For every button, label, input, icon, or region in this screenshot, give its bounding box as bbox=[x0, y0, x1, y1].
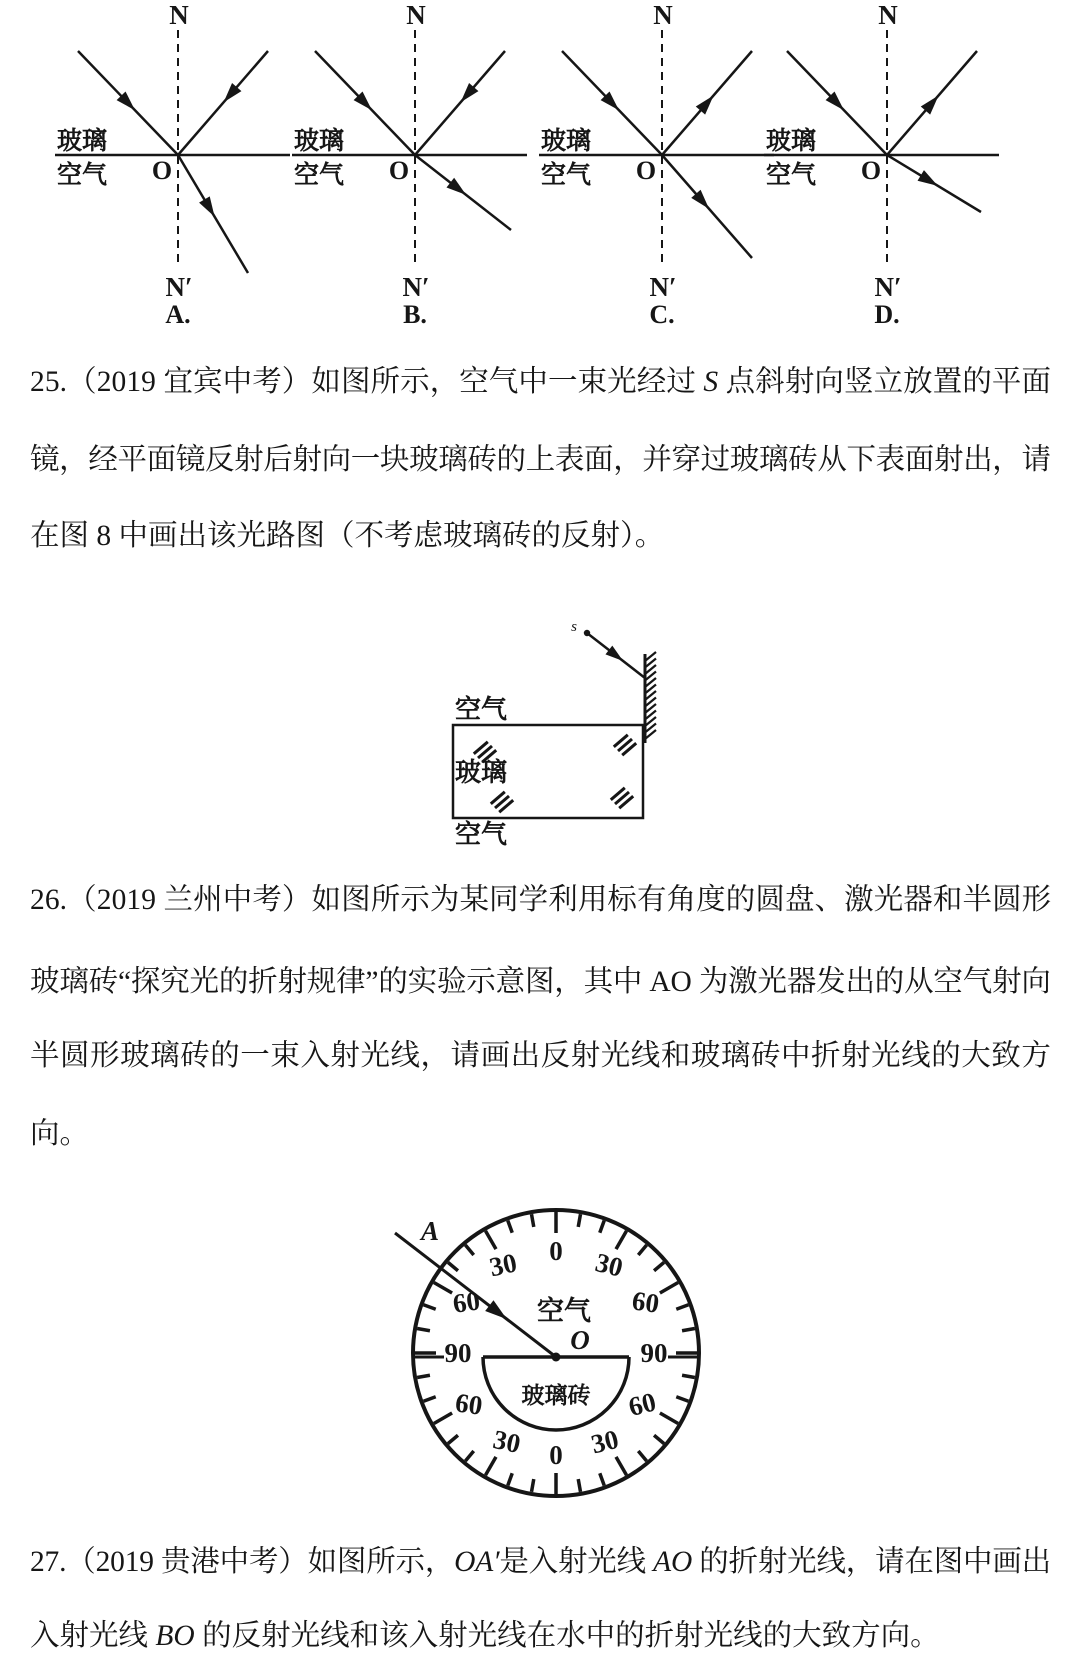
italic-symbol: BO bbox=[155, 1620, 195, 1652]
angle-label-90: 90 bbox=[640, 1338, 668, 1368]
origin-label: O bbox=[151, 156, 173, 185]
ray-start-label: A bbox=[420, 1216, 440, 1246]
normal-top-label: N bbox=[406, 0, 426, 30]
text-run: 镜，经平面镜反射后射向一块玻璃砖的上表面，并穿过玻璃砖从下表面射出，请 bbox=[30, 444, 1051, 476]
angle-label-30: 30 bbox=[592, 1247, 626, 1283]
text-run: 的反射光线和该入射光线在水中的折射光线的大致方向。 bbox=[194, 1620, 940, 1652]
q26-line-3 bbox=[30, 1036, 1051, 1076]
normal-top-label: N bbox=[169, 0, 189, 30]
q25-mirror-glass-brick-figure bbox=[425, 580, 715, 880]
angle-label-30: 30 bbox=[588, 1423, 622, 1460]
text-run: 玻璃砖“探究光的折射规律”的实验示意图，其中 AO 为激光器发出的从空气射向 bbox=[30, 966, 1051, 998]
text-run: 的折射光线，请在图中画出 bbox=[692, 1546, 1051, 1578]
option-diagrams-figure bbox=[0, 0, 1080, 345]
brick-label: 玻璃砖 bbox=[521, 1382, 591, 1408]
normal-bottom-label: N′ bbox=[402, 272, 430, 302]
angle-label-90: 90 bbox=[444, 1338, 472, 1368]
normal-top-label: N bbox=[653, 0, 673, 30]
angle-label-60: 60 bbox=[625, 1386, 659, 1423]
q26-figure-group bbox=[395, 1210, 699, 1496]
angle-label-60: 60 bbox=[630, 1285, 662, 1319]
upper-right-ray bbox=[415, 51, 505, 155]
glass-label: 玻璃 bbox=[294, 127, 345, 155]
glass-label: 玻璃 bbox=[766, 127, 817, 155]
q25-line-2 bbox=[30, 440, 1051, 480]
option-diagram-C bbox=[539, 0, 774, 329]
text-run: 是入射光线 bbox=[499, 1546, 654, 1578]
plane-mirror bbox=[645, 652, 656, 743]
glass-label: 玻璃 bbox=[455, 757, 508, 787]
air-label: 空气 bbox=[541, 161, 592, 189]
option-label: B. bbox=[403, 300, 427, 329]
angle-label-0: 0 bbox=[549, 1236, 563, 1266]
glass-hatch-mark bbox=[491, 792, 513, 812]
source-point-label: s bbox=[571, 619, 577, 635]
normal-bottom-label: N′ bbox=[165, 272, 193, 302]
option-label: A. bbox=[165, 300, 191, 329]
ray-arrowhead bbox=[918, 170, 938, 186]
upper-right-ray bbox=[178, 51, 268, 155]
air-bottom-label: 空气 bbox=[455, 819, 508, 849]
glass-label: 玻璃 bbox=[57, 127, 108, 155]
glass-label: 玻璃 bbox=[541, 127, 592, 155]
air-label: 空气 bbox=[766, 161, 817, 189]
q27-line-2 bbox=[30, 1616, 940, 1656]
origin-label: O bbox=[388, 156, 410, 185]
air-label: 空气 bbox=[294, 161, 345, 189]
italic-symbol: AO bbox=[653, 1546, 693, 1578]
text-run: 点斜射向竖立放置的平面 bbox=[718, 366, 1052, 398]
option-label: D. bbox=[874, 300, 900, 329]
q26-line-2 bbox=[30, 962, 1051, 1002]
glass-hatch-mark bbox=[614, 735, 636, 755]
text-run: 向。 bbox=[30, 1118, 90, 1150]
q25-line-3 bbox=[30, 516, 664, 556]
angle-label-30: 30 bbox=[486, 1247, 520, 1283]
text-run: 在图 8 中画出该光路图（不考虑玻璃砖的反射）。 bbox=[30, 520, 665, 552]
air-top-label: 空气 bbox=[455, 694, 508, 724]
incident-ray-AO bbox=[395, 1233, 556, 1357]
angle-label-30: 30 bbox=[490, 1424, 524, 1460]
text-run: 26.（2019 兰州中考）如图所示为某同学利用标有角度的圆盘、激光器和半圆形 bbox=[30, 884, 1052, 916]
ray-arrowhead bbox=[447, 178, 467, 195]
option-diagram-D bbox=[764, 0, 999, 329]
option-diagram-A bbox=[55, 0, 290, 329]
q25-line-1 bbox=[30, 362, 1051, 402]
air-label: 空气 bbox=[537, 1296, 591, 1326]
normal-top-label: N bbox=[878, 0, 898, 30]
origin-label: O bbox=[860, 156, 882, 185]
origin-label: O bbox=[570, 1325, 590, 1355]
ray-arrowhead bbox=[199, 196, 215, 216]
origin-label: O bbox=[635, 156, 657, 185]
option-diagram-B bbox=[292, 0, 527, 329]
text-run: 半圆形玻璃砖的一束入射光线，请画出反射光线和玻璃砖中折射光线的大致方 bbox=[30, 1040, 1052, 1072]
q26-protractor-figure bbox=[340, 1140, 770, 1520]
q25-figure-group bbox=[453, 619, 656, 849]
q26-line-4 bbox=[30, 1114, 89, 1154]
glass-hatch-mark bbox=[611, 788, 633, 808]
angle-label-0: 0 bbox=[549, 1440, 563, 1470]
italic-symbol: S bbox=[703, 366, 719, 398]
normal-bottom-label: N′ bbox=[874, 272, 902, 302]
text-run: 入射光线 bbox=[30, 1620, 156, 1652]
italic-symbol: OA′ bbox=[454, 1546, 500, 1578]
text-run: 27.（2019 贵港中考）如图所示， bbox=[30, 1546, 455, 1578]
option-label: C. bbox=[649, 300, 675, 329]
air-label: 空气 bbox=[57, 161, 108, 189]
angle-label-60: 60 bbox=[450, 1285, 482, 1319]
text-run: 25.（2019 宜宾中考）如图所示，空气中一束光经过 bbox=[30, 366, 704, 398]
q27-line-1 bbox=[30, 1542, 1051, 1582]
normal-bottom-label: N′ bbox=[649, 272, 677, 302]
angle-label-60: 60 bbox=[453, 1387, 485, 1421]
q26-line-1 bbox=[30, 880, 1051, 920]
